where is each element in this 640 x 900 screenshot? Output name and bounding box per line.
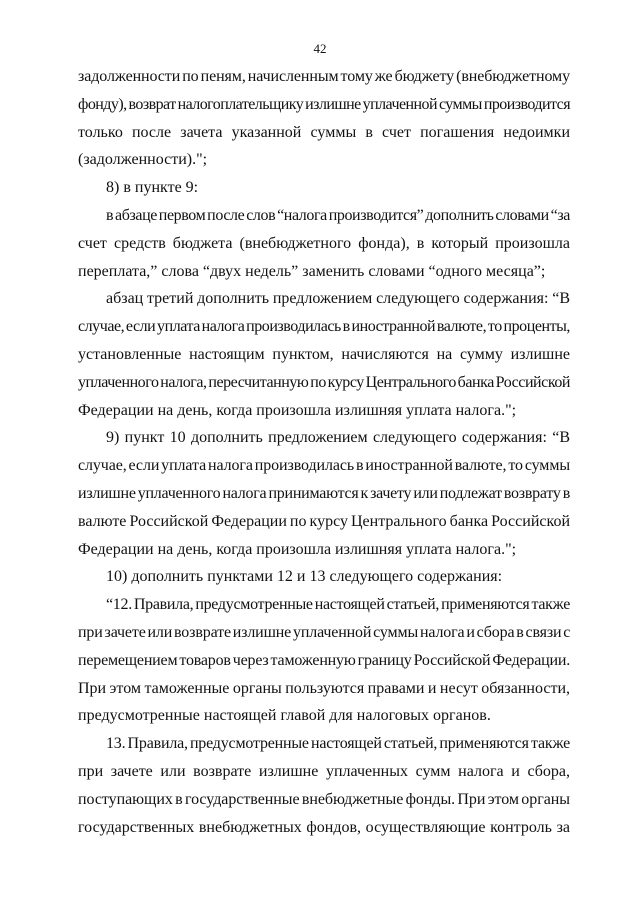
text-line: При этом таможенные органы пользуются правами и несут обязанности, <box>78 679 570 697</box>
document-body <box>78 65 570 843</box>
text-line: при зачете или возврате излишне уплаченной суммы налога и сбора в связи с <box>78 623 571 641</box>
text-line: абзац третий дополнить предложением следующего содержания: “В <box>106 290 570 308</box>
text-line: установленные настоящим пунктом, начисляются на сумму излишне <box>78 345 570 363</box>
text-line: случае, если уплата налога производилась в иностранной валюте, то проценты, <box>78 318 570 336</box>
text-line: 13. Правила, предусмотренные настоящей статьей, применяются также <box>106 735 570 753</box>
text-line: Федерации на день, когда произошла излишняя уплата налога."; <box>78 540 517 558</box>
text-line: излишне уплаченного налога принимаются к зачету или подлежат возврату в <box>78 484 570 502</box>
page-number: 42 <box>313 41 327 56</box>
text-line: в абзаце первом после слов “налога производится” дополнить словами “за <box>106 206 570 224</box>
text-line: 9) пункт 10 дополнить предложением следующего содержания: “В <box>106 429 570 447</box>
text-line: Федерации на день, когда произошла излишняя уплата налога."; <box>78 401 517 419</box>
text-line: (задолженности)."; <box>78 151 208 169</box>
text-line: 8) в пункте 9: <box>106 179 199 197</box>
text-line: только после зачета указанной суммы в счет погашения недоимки <box>78 123 570 141</box>
text-line: поступающих в государственные внебюджетные фонды. При этом органы <box>78 790 570 808</box>
text-line: при зачете или возврате излишне уплаченных сумм налога и сбора, <box>78 762 570 780</box>
text-line: перемещением товаров через таможенную границу Российской Федерации. <box>78 651 570 669</box>
text-line: государственных внебюджетных фондов, осуществляющие контроль за <box>78 818 570 836</box>
text-line: валюте Российской Федерации по курсу Центрального банка Российской <box>78 512 570 530</box>
text-line: “12. Правила, предусмотренные настоящей статьей, применяются также <box>106 596 570 614</box>
text-line: задолженности по пеням, начисленным тому же бюджету (внебюджетному <box>78 68 570 85</box>
text-line: предусмотренные настоящей главой для налоговых органов. <box>78 707 491 725</box>
text-line: счет средств бюджета (внебюджетного фонда), в который произошла <box>78 234 570 252</box>
text-line: переплата,” слова “двух недель” заменить словами “одного месяца”; <box>78 262 546 280</box>
text-line: 10) дополнить пунктами 12 и 13 следующего содержания: <box>106 568 503 586</box>
text-line: фонду), возврат налогоплательщику излишне уплаченной суммы производится <box>78 95 570 113</box>
text-line: уплаченного налога, пересчитанную по курсу Центрального банка Российской <box>78 373 570 391</box>
text-line: случае, если уплата налога производилась в иностранной валюте, то суммы <box>78 457 571 475</box>
